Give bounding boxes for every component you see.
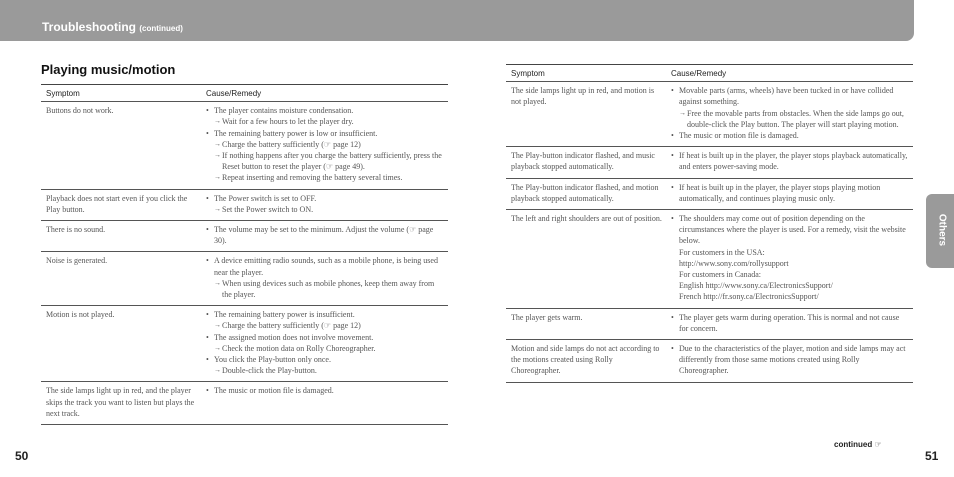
remedy-action: → When using devices such as mobile phones, keep them away from the player. [206,278,444,300]
remedy-list [671,85,909,141]
remedy-action: → Set the Power switch to ON. [206,204,444,215]
remedy-list [671,182,909,204]
remedy-bullet: • The remaining battery power is insufficient. [206,309,444,320]
remedy-action: → Charge the battery sufficiently (☞ page 12) [206,320,444,331]
table-row [41,221,448,252]
side-tab-label: Others [936,213,948,247]
cause-remedy-cell [201,252,448,306]
remedy-note: For customers in Canada: [679,270,761,280]
table-row [41,252,448,306]
symptom-cell: Motion is not played. [41,306,201,382]
table-header-row [506,65,913,82]
table-row [506,308,913,339]
remedy-action: → If nothing happens after you charge the battery sufficiently, press the Reset button to reset the player (☞ page 49). [206,150,444,172]
cause-remedy-cell [666,178,913,209]
continued-label [834,440,882,449]
cause-remedy-cell [666,210,913,309]
header-title [42,20,183,34]
remedy-note: French http://fr.sony.ca/ElectronicsSupport/ [679,292,819,302]
symptom-cell: There is no sound. [41,221,201,252]
symptom-cell: Playback does not start even if you click the Play button. [41,189,201,220]
cause-remedy-cell [666,308,913,339]
page-number-right: 51 [925,449,939,463]
remedy-bullet: • The assigned motion does not involve movement. [206,332,444,343]
table-row [41,382,448,425]
column-header-cause: Cause/Remedy [666,65,913,82]
remedy-bullet: • The shoulders may come out of position depending on the circumstances where the player is used. For a remedy, visit the website below. [671,213,909,247]
remedy-bullet: • The music or motion file is damaged. [671,130,909,141]
symptom-cell: The player gets warm. [506,308,666,339]
remedy-list [671,213,909,303]
symptom-cell: The side lamps light up in red, and motion is not played. [506,82,666,147]
table-header-row [41,85,448,102]
table-row [41,306,448,382]
column-header-cause: Cause/Remedy [201,85,448,102]
remedy-action: → Charge the battery sufficiently (☞ page 12) [206,139,444,150]
cause-remedy-cell [201,189,448,220]
cause-remedy-cell [201,102,448,189]
table-row [41,102,448,189]
remedy-bullet: • The player contains moisture condensation. [206,105,444,116]
remedy-list [671,343,909,377]
remedy-action: → Wait for a few hours to let the player dry. [206,116,444,127]
remedy-bullet: • If heat is built up in the player, the player stops playback automatically, and enters power-saving mode. [671,150,909,172]
continued-text: continued [834,440,873,449]
left-table-body [41,102,448,425]
table-row [506,210,913,309]
symptom-cell: Noise is generated. [41,252,201,306]
remedy-list [671,312,909,334]
remedy-bullet: • A device emitting radio sounds, such as a mobile phone, is being used near the player. [206,255,444,277]
remedy-bullet: • The music or motion file is damaged. [206,385,444,396]
remedy-note: http://www.sony.com/rollysupport [679,258,789,268]
header-bar [0,0,914,41]
remedy-list [206,224,444,246]
table-row [41,189,448,220]
table-row [506,82,913,147]
remedy-action: → Check the motion data on Rolly Choreographer. [206,343,444,354]
cause-remedy-cell [201,382,448,425]
right-table-body [506,82,913,382]
column-header-symptom: Symptom [41,85,201,102]
header-title-text: Troubleshooting [42,20,136,34]
left-troubleshooting-table [41,84,448,425]
cause-remedy-cell [201,221,448,252]
remedy-note: For customers in the USA: [679,247,765,257]
remedy-bullet: • If heat is built up in the player, the player stops playing motion automatically, and continues playing music only. [671,182,909,204]
remedy-bullet: • Movable parts (arms, wheels) have been tucked in or have collided against something. [671,85,909,107]
remedy-bullet: • The remaining battery power is low or insufficient. [206,128,444,139]
remedy-list [671,150,909,172]
remedy-list [206,385,444,396]
hand-pointer-icon: ☞ [874,440,882,449]
remedy-bullet: • The volume may be set to the minimum. Adjust the volume (☞ page 30). [206,224,444,246]
remedy-note: English http://www.sony.ca/ElectronicsSupport/ [679,281,833,291]
remedy-list [206,309,444,376]
remedy-bullet: • Due to the characteristics of the player, motion and side lamps may act differently from those same motions created using Rolly Choreographer. [671,343,909,377]
cause-remedy-cell [666,147,913,178]
page-number-left: 50 [15,449,29,463]
remedy-list [206,193,444,215]
cause-remedy-cell [201,306,448,382]
symptom-cell: Buttons do not work. [41,102,201,189]
table-row [506,147,913,178]
column-header-symptom: Symptom [506,65,666,82]
table-row [506,178,913,209]
right-troubleshooting-table [506,64,913,383]
remedy-list [206,255,444,300]
table-row [506,340,913,383]
header-title-suffix: (continued) [139,24,183,33]
symptom-cell: The Play-button indicator flashed, and music playback stopped automatically. [506,147,666,178]
symptom-cell: The left and right shoulders are out of position. [506,210,666,309]
remedy-action: → Repeat inserting and removing the battery several times. [206,172,444,183]
symptom-cell: The Play-button indicator flashed, and motion playback stopped automatically. [506,178,666,209]
remedy-action: → Free the movable parts from obstacles. When the side lamps go out, double-click the Play button. The player will start playing motion. [671,108,909,130]
remedy-action: → Double-click the Play-button. [206,365,444,376]
section-title: Playing music/motion [41,62,176,77]
remedy-bullet: • You click the Play-button only once. [206,354,444,365]
symptom-cell: Motion and side lamps do not act according to the motions created using Rolly Choreographer. [506,340,666,383]
cause-remedy-cell [666,82,913,147]
remedy-list [206,105,444,183]
cause-remedy-cell [666,340,913,383]
remedy-bullet: • The Power switch is set to OFF. [206,193,444,204]
remedy-bullet: • The player gets warm during operation. This is normal and not cause for concern. [671,312,909,334]
symptom-cell: The side lamps light up in red, and the player skips the track you want to listen but plays the next track. [41,382,201,425]
